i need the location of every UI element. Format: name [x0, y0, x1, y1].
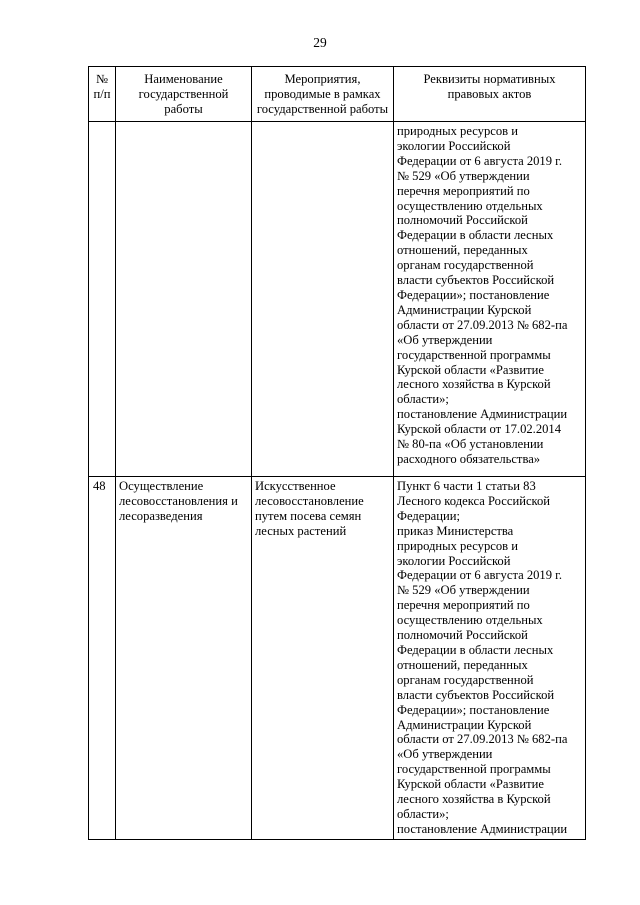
row-activities: Искусственное лесовосстановление путем посева семян лесных растений	[252, 477, 394, 840]
row-work-name: Осуществление лесовосстановления и лесоразведения	[116, 477, 252, 840]
row-activities	[252, 122, 394, 477]
row-number: 48	[89, 477, 116, 840]
row-number	[89, 122, 116, 477]
page-number: 29	[313, 35, 327, 50]
header-legal-acts: Реквизиты нормативных правовых актов	[394, 67, 586, 122]
row-legal-acts: природных ресурсов и экологии Российской Федерации от 6 августа 2019 г. № 529 «Об утверждении перечня мероприятий по осуществлению отдельных полномочий Российской Федерации в области лесных отношений, переданных органам государственной власти субъектов Российской Федерации»; постановление Администрации Курской области от 27.09.2013 № 682-па «Об утверждении государственной программы Курской области «Развитие лесного хозяйства в Курской области»; постановление Администрации Курской области от 17.02.2014 № 80-па «Об установлении расходного обязательства»	[394, 122, 586, 477]
header-activities: Мероприятия, проводимые в рамках государственной работы	[252, 67, 394, 122]
table-row	[89, 477, 586, 840]
regulations-table	[88, 66, 586, 840]
table-row	[89, 122, 586, 477]
header-number: № п/п	[89, 67, 116, 122]
table-header-row	[89, 67, 586, 122]
row-work-name	[116, 122, 252, 477]
row-legal-acts: Пункт 6 части 1 статьи 83 Лесного кодекса Российской Федерации; приказ Министерства природных ресурсов и экологии Российской Федерации от 6 августа 2019 г. № 529 «Об утверждении перечня мероприятий по осуществлению отдельных полномочий Российской Федерации в области лесных отношений, переданных органам государственной власти субъектов Российской Федерации»; постановление Администрации Курской области от 27.09.2013 № 682-па «Об утверждении государственной программы Курской области «Развитие лесного хозяйства в Курской области»; постановление Администрации	[394, 477, 586, 840]
header-work-name: Наименование государственной работы	[116, 67, 252, 122]
